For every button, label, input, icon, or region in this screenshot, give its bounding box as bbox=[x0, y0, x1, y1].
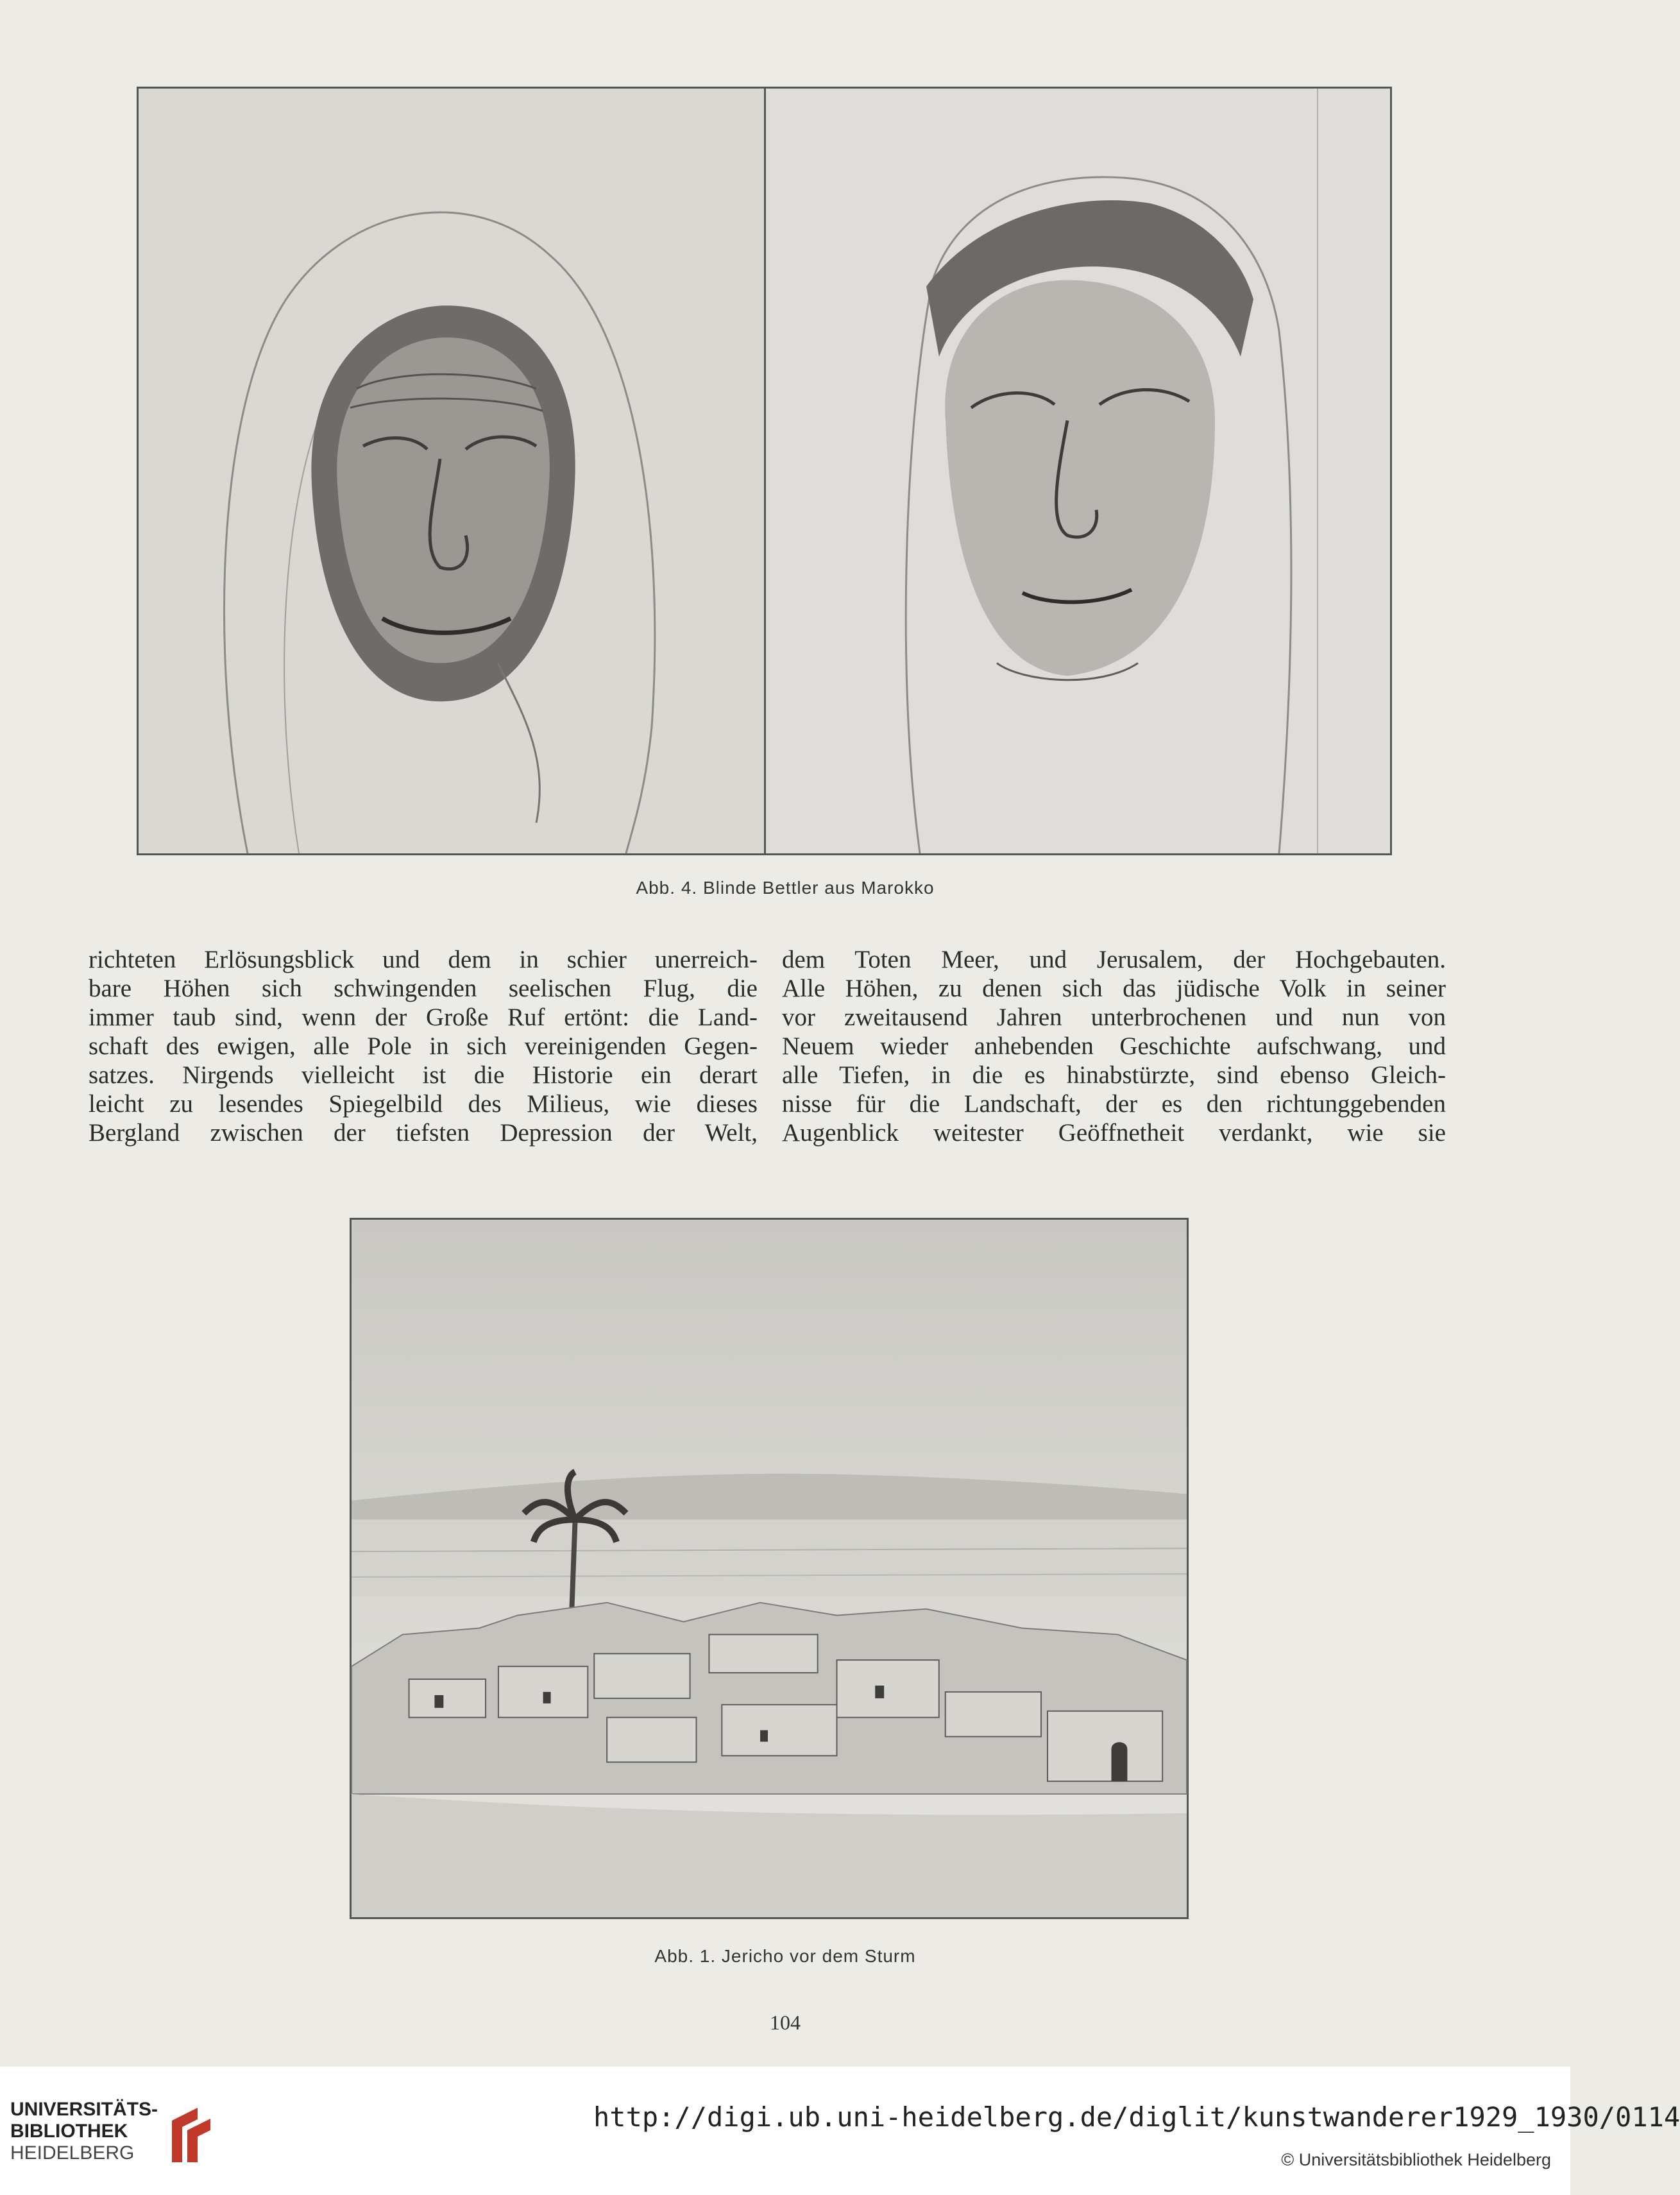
portrait-left bbox=[139, 89, 766, 853]
text-line: dem Toten Meer, und Jerusalem, der Hochgebauten. bbox=[782, 946, 1446, 973]
portrait-right bbox=[766, 89, 1390, 853]
figure-caption-top: Abb. 4. Blinde Bettler aus Marokko bbox=[636, 878, 935, 898]
text-line: immer taub sind, wenn der Große Ruf ertönt: die Land- bbox=[89, 1004, 758, 1031]
logo-line-2: BIBLIOTHEK bbox=[10, 2121, 128, 2142]
text-line: alle Tiefen, in die es hinabstürzte, sind ebenso Gleich- bbox=[782, 1061, 1446, 1089]
text-line: leicht zu lesendes Spiegelbild des Milieus, wie dieses bbox=[89, 1090, 758, 1118]
permalink-url[interactable]: http://digi.ub.uni-heidelberg.de/diglit/kunstwanderer1929_1930/0114 bbox=[593, 2101, 1680, 2133]
library-emblem-icon bbox=[159, 2101, 223, 2165]
text-line: satzes. Nirgends vielleicht ist die Historie ein derart bbox=[89, 1061, 758, 1089]
text-column-right bbox=[782, 945, 1446, 1147]
text-column-left bbox=[89, 945, 758, 1147]
text-line: Augenblick weitester Geöffnetheit verdankt, wie sie bbox=[782, 1119, 1446, 1147]
figure-caption-bottom: Abb. 1. Jericho vor dem Sturm bbox=[654, 1946, 916, 1966]
copyright-notice: © Universitätsbibliothek Heidelberg bbox=[1281, 2150, 1551, 2169]
logo-line-3: HEIDELBERG bbox=[10, 2142, 135, 2164]
text-line: bare Höhen sich schwingenden seelischen Flug, die bbox=[89, 975, 758, 1002]
text-line: Alle Höhen, zu denen sich das jüdische Volk in seiner bbox=[782, 975, 1446, 1002]
figure-blind-beggars bbox=[137, 87, 1392, 855]
figure-jericho bbox=[350, 1218, 1189, 1919]
page-number: 104 bbox=[770, 2011, 801, 2034]
text-line: richteten Erlösungsblick und dem in schier unerreich- bbox=[89, 946, 758, 973]
text-line: Neuem wieder anhebenden Geschichte aufschwang, und bbox=[782, 1032, 1446, 1060]
library-logo[interactable] bbox=[10, 2099, 222, 2169]
text-line: schaft des ewigen, alle Pole in sich vereinigenden Gegen- bbox=[89, 1032, 758, 1060]
logo-line-1: UNIVERSITÄTS- bbox=[10, 2099, 158, 2120]
text-line: nisse für die Landschaft, der es den richtunggebenden bbox=[782, 1090, 1446, 1118]
text-line: Bergland zwischen der tiefsten Depression der Welt, bbox=[89, 1119, 758, 1147]
logo-text bbox=[10, 2099, 158, 2164]
library-footer bbox=[0, 2067, 1680, 2195]
text-line: vor zweitausend Jahren unterbrochenen und nun von bbox=[782, 1004, 1446, 1031]
